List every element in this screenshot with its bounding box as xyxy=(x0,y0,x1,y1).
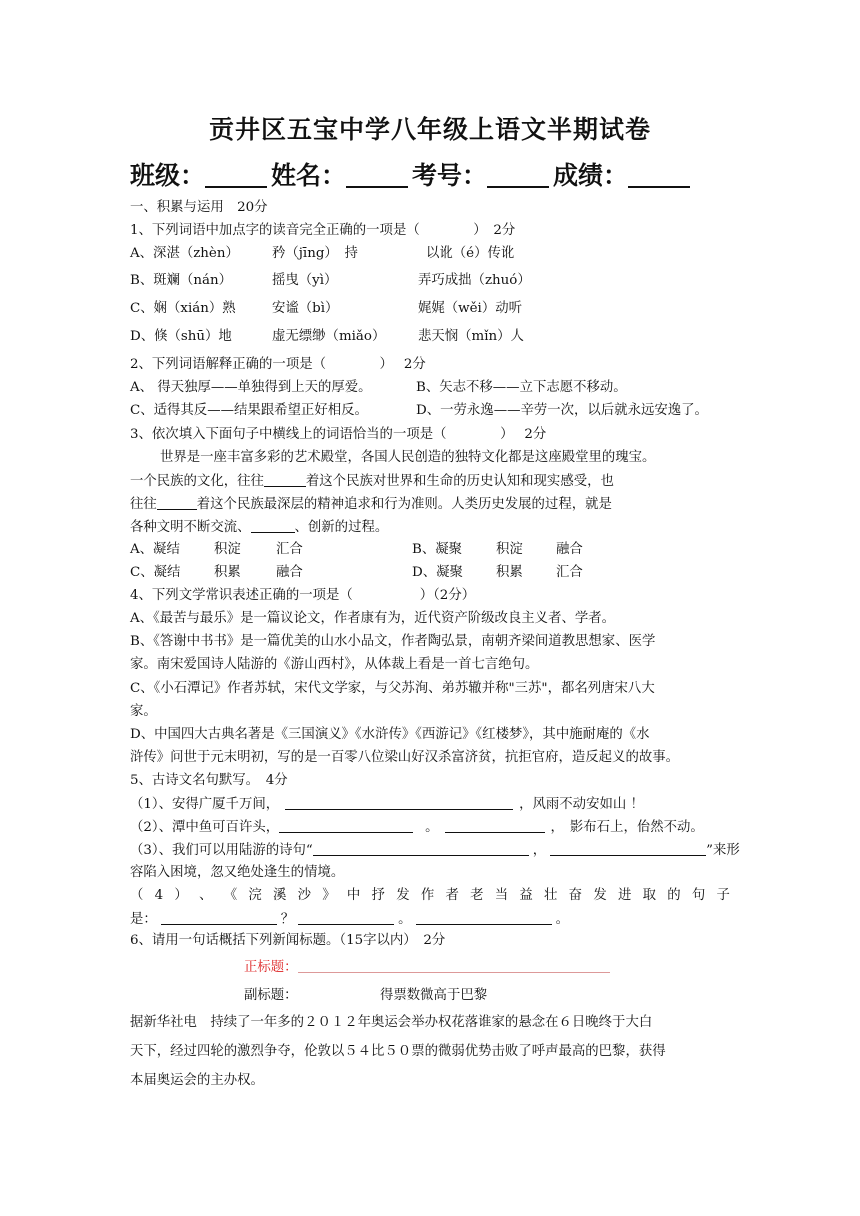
q4-option-c: C、《小石潭记》作者苏轼，宋代文学家，与父苏洵、弟苏辙并称"三苏"，都名列唐宋八大 xyxy=(130,681,655,696)
q5-item-3: （3）、我们可以用陆游的诗句“ ， ”来形 xyxy=(130,843,740,858)
q5-blank[interactable] xyxy=(161,910,277,925)
q4-option-a: A、《最苦与最乐》是一篇议论文，作者康有为，近代资产阶级改良主义者、学者。 xyxy=(130,611,616,626)
q6-stem: 6、请用一句话概括下列新闻标题。（15字以内） 2分 xyxy=(130,933,446,948)
q1-stem: 1、下列词语中加点字的读音完全正确的一项是（ ） 2分 xyxy=(130,223,516,238)
q3-passage-line: 各种文明不断交流、 、创新的过程。 xyxy=(130,520,389,535)
q3-blank-2[interactable] xyxy=(157,495,197,510)
q4-option-d: D、中国四大古典名著是《三国演义》《水浒传》《西游记》《红楼梦》，其中施耐庵的《水 xyxy=(130,727,650,742)
q5-item-1: （1）、安得广厦千万间， ，风雨不动安如山 ！ xyxy=(130,797,644,812)
q4-option-c: 家。 xyxy=(130,704,157,719)
q3-blank-3[interactable] xyxy=(251,518,295,533)
q5-item-3: 容陷入困境，忽又绝处逢生的情境。 xyxy=(130,865,345,880)
sub-headline-label: 副标题： xyxy=(244,988,298,1003)
q4-option-d: 浒传》问世于元末明初，写的是一百零八位梁山好汉杀富济贫，抗拒官府，造反起义的故事。 xyxy=(130,750,680,765)
exam-page: 贡井区五宝中学八年级上语文半期试卷 班级： 姓名： 考号： 成绩： 一、积累与运用 20分 1、下列词语中加点字的读音完全正确的一项是（ ） 2分 A、深湛（zhèn） 矜（jīng） 持 以讹（é）传讹 B、斑斓（nán） 摇曳（yì） 弄巧成拙（zhuó） C、娴（xián）熟 安谧（bì） 娓娓（wěi）动听 D、倏（shū）地 虚无缥缈（miǎo） 悲天悯（mǐn）人 2、下列词语解释正确的一项是（ ） 2分 A、 得天独厚——单独得到上天的厚爱。 B、矢志不移——立下志愿不移动。 C、适得其反——结果跟希望正好相反。 D、一劳永逸——辛劳一次，以后就永远安逸了。 3、依次填入下面句子中横线上的词语恰当的一项是（ ） 2分 世界是一座丰富多彩的艺术殿堂，各国人民创造的独特文化都是这座殿堂里的瑰宝。 一个民族的文化，往往 着这个民族对世界和生命的历史认知和现实感受，也 往往 着这个民族最深层的精神追求和行为准则。人类历史发展的过程，就是 各种文明不断交流、 、创新的过程。 A、凝结 积淀 汇合 B、凝聚 积淀 融合 C、凝结 积累 融合 D、凝聚 积累 汇合 4、下列文学常识表述正确的一项是（ ）（2分） A、《最苦与最乐》是一篇议论文，作者康有为，近代资产阶级改良主义者、学者。 B、《答谢中书书》是一篇优美的山水小品文，作者陶弘景，南朝齐梁间道教思想家、医学 家。南宋爱国诗人陆游的《游山西村》，从体裁上看是一首七言绝句。 C、《小石潭记》作者苏轼，宋代文学家，与父苏洵、弟苏辙并称"三苏"，都名列唐宋八大 家。 D、中国四大古典名著是《三国演义》《水浒传》《西游记》《红楼梦》，其中施耐庵的《水 浒传》问世于元末明初，写的是一百零八位梁山好汉杀富济贫，抗拒官府，造反起义的故事。 5、古诗文名句默写。 4分 （1）、安得广厦千万间， ，风雨不动安如山 ！ （2）、潭中鱼可百许头， 。 ， 影布石上，佁然不动。 （3）、我们可以用陆游的诗句“ ， ”来形 容陷入困境，忽又绝处逢生的情境。 （ 4 ） 、 《 浣 溪 沙 》 中 抒 发 作 者 老 当 益 壮 奋 发 进 取 的 句 子 是： ？ 。 。 6、请用一句话概括下列新闻标题。（15字以内） 2分 正标题： 副标题： 得票数微高于巴黎 据新华社电 持续了一年多的２０１２年奥运会举办权花落谁家的悬念在６日晚终于大白 天下，经过四轮的激烈争夺，伦敦以５４比５０票的微弱优势击败了呼声最高的巴黎，获得 本届奥运会的主办权。 xyxy=(0,0,860,1216)
q5-blank[interactable] xyxy=(298,910,394,925)
name-label: 姓名： xyxy=(271,161,347,190)
q5-blank[interactable] xyxy=(285,795,513,810)
news-paragraph: 天下，经过四轮的激烈争夺，伦敦以５４比５０票的微弱优势击败了呼声最高的巴黎，获得 xyxy=(130,1044,666,1059)
q5-blank[interactable] xyxy=(279,818,413,833)
section-heading: 一、积累与运用 20分 xyxy=(130,200,268,215)
q3-blank-1[interactable] xyxy=(264,472,306,487)
news-paragraph: 本届奥运会的主办权。 xyxy=(130,1073,264,1088)
score-blank[interactable] xyxy=(628,162,690,188)
q3-passage-line: 世界是一座丰富多彩的艺术殿堂，各国人民创造的独特文化都是这座殿堂里的瑰宝。 xyxy=(160,450,656,465)
q5-blank[interactable] xyxy=(445,818,545,833)
number-blank[interactable] xyxy=(487,162,549,188)
q5-blank[interactable] xyxy=(416,910,552,925)
q5-item-2: （2）、潭中鱼可百许头， 。 ， 影布石上，佁然不动。 xyxy=(130,820,704,835)
q5-blank[interactable] xyxy=(550,841,706,856)
q4-stem: 4、下列文学常识表述正确的一项是（ ）（2分） xyxy=(130,588,476,603)
sub-headline-text: 得票数微高于巴黎 xyxy=(380,988,488,1003)
main-headline-blank[interactable] xyxy=(298,958,610,973)
q5-stem: 5、古诗文名句默写。 4分 xyxy=(130,773,288,788)
name-blank[interactable] xyxy=(346,162,408,188)
main-headline-row xyxy=(244,958,610,977)
q5-item-4-justified: （ 4 ） 、 《 浣 溪 沙 》 中 抒 发 作 者 老 当 益 壮 奋 发 进 取 的 句 子 xyxy=(130,888,730,903)
q2-stem: 2、下列词语解释正确的一项是（ ） 2分 xyxy=(130,357,426,372)
student-info-line xyxy=(130,156,694,192)
exam-title: 贡井区五宝中学八年级上语文半期试卷 xyxy=(208,115,651,144)
news-paragraph: 据新华社电 持续了一年多的２０１２年奥运会举办权花落谁家的悬念在６日晚终于大白 xyxy=(130,1015,653,1030)
class-label: 班级： xyxy=(130,161,206,190)
sub-headline-row xyxy=(244,987,488,1005)
q3-stem: 3、依次填入下面句子中横线上的词语恰当的一项是（ ） 2分 xyxy=(130,427,547,442)
q4-option-b: B、《答谢中书书》是一篇优美的山水小品文，作者陶弘景，南朝齐梁间道教思想家、医学 xyxy=(130,634,656,649)
main-headline-label: 正标题： xyxy=(244,960,298,975)
q5-blank[interactable] xyxy=(313,841,529,856)
class-blank[interactable] xyxy=(205,162,267,188)
score-label: 成绩： xyxy=(553,161,629,190)
q3-passage-line: 往往 着这个民族最深层的精神追求和行为准则。人类历史发展的过程，就是 xyxy=(130,497,612,512)
q5-item-4: 是： ？ 。 。 xyxy=(130,912,569,927)
q3-passage-line: 一个民族的文化，往往 着这个民族对世界和生命的历史认知和现实感受，也 xyxy=(130,474,614,489)
number-label: 考号： xyxy=(412,161,488,190)
q4-option-b: 家。南宋爱国诗人陆游的《游山西村》，从体裁上看是一首七言绝句。 xyxy=(130,657,539,672)
